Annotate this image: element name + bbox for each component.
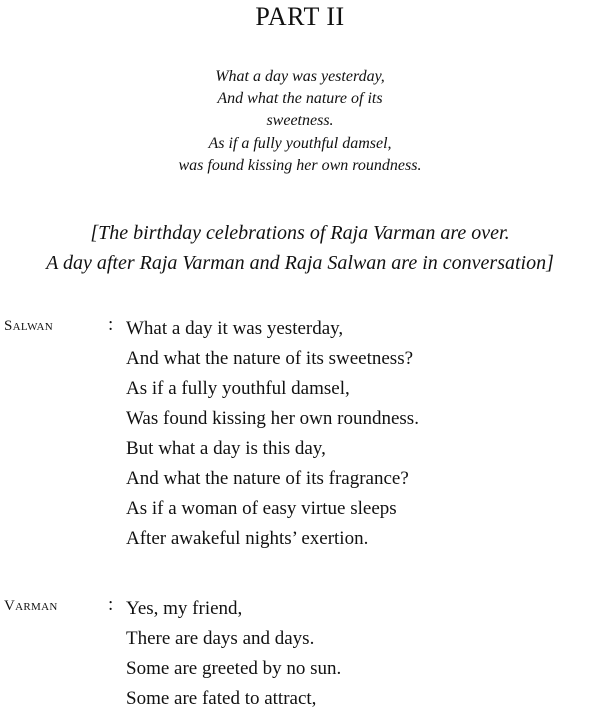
speaker-name: Salwan	[4, 318, 54, 334]
speech-line: Was found kissing her own roundness.	[126, 408, 419, 429]
epigraph-line: As if a fully youthful damsel,	[208, 134, 392, 152]
epigraph-line: sweetness.	[266, 112, 334, 130]
epigraph-line: And what the nature of its	[217, 90, 383, 108]
stage-direction-line: A day after Raja Varman and Raja Salwan are in conversation]	[46, 252, 554, 274]
speech-line: Some are greeted by no sun.	[126, 658, 342, 679]
speaker-colon: :	[108, 314, 114, 335]
speech-line: As if a fully youthful damsel,	[126, 378, 350, 399]
speech-lines	[126, 314, 419, 554]
epigraph-line: was found kissing her own roundness.	[178, 156, 422, 174]
speech-lines	[126, 594, 341, 714]
speech-line: But what a day is this day,	[126, 438, 326, 459]
stage-direction-line: [The birthday celebrations of Raja Varman are over.	[90, 222, 510, 244]
part-heading: PART II	[255, 2, 345, 31]
speech-line: And what the nature of its sweetness?	[126, 348, 414, 369]
epigraph-line: What a day was yesterday,	[215, 68, 385, 85]
speech-line: What a day it was yesterday,	[126, 318, 344, 339]
speech-line: There are days and days.	[126, 628, 315, 649]
speech-line: After awakeful nights’ exertion.	[126, 528, 369, 549]
speech-line: As if a woman of easy virtue sleeps	[126, 498, 397, 519]
speech-line: Yes, my friend,	[126, 598, 243, 619]
speech-line: And what the nature of its fragrance?	[126, 468, 409, 489]
speaker-name: Varman	[4, 598, 58, 614]
speech-line: Some are fated to attract,	[126, 688, 317, 709]
epigraph	[0, 66, 600, 177]
stage-direction	[0, 218, 600, 278]
speaker-colon: :	[108, 594, 114, 615]
